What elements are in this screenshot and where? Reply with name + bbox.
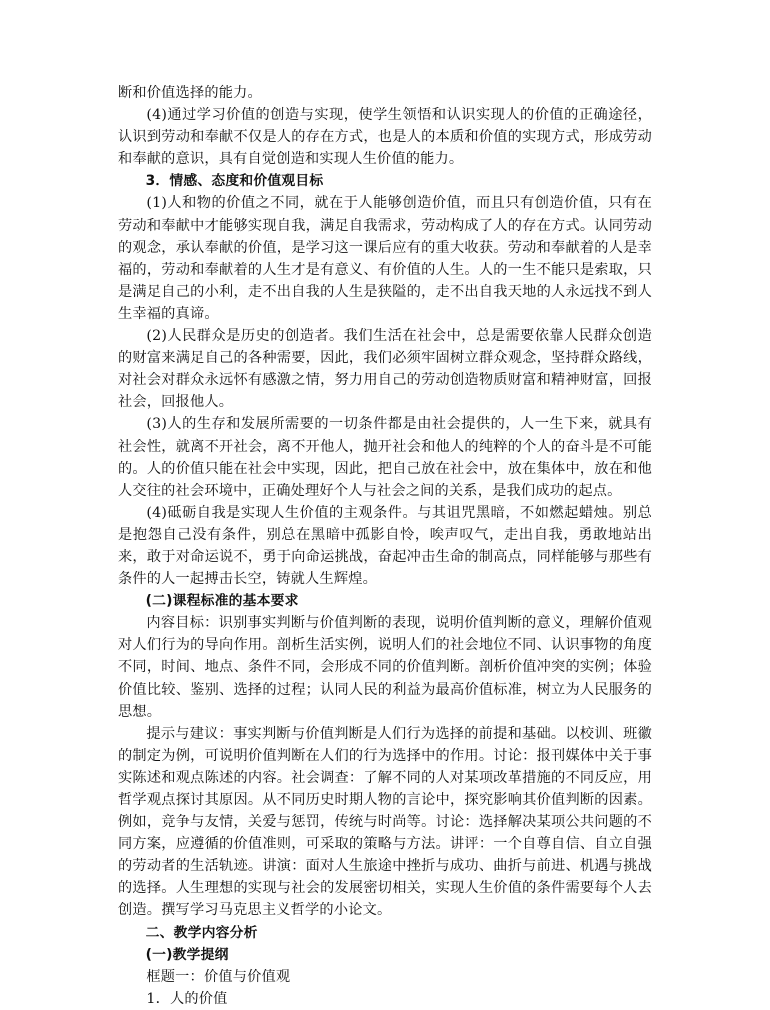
document-body: [118, 82, 652, 1010]
paragraph-frame-one: 框题一：价值与价值观: [146, 968, 291, 985]
paragraph-emotion-4: (4)砥砺自我是实现人生价值的主观条件。与其诅咒黑暗，不如燃起蜡烛。别总是抱怨自己没有条件，别总在黑暗中孤影自怜，唉声叹气，走出自我，勇敢地站出来，敢于对命运说不，勇于向命运挑战，奋起冲击生命的制高点，同样能够与那些有条件的人一起搏击长空，铸就人生辉煌。: [118, 504, 652, 588]
section-heading-teaching-outline: (一)教学提纲: [145, 946, 229, 963]
paragraph-tips-suggestions: 提示与建议：事实判断与价值判断是人们行为选择的前提和基础。以校训、班徽的制定为例，可说明价值判断在人们的行为选择中的作用。讨论：报刊媒体中关于事实陈述和观点陈述的内容。社会调查：了解不同的人对某项改革措施的不同反应，用哲学观点探讨其原因。从不同历史时期人物的言论中，探究影响其价值判断的因素。例如，竞争与友情，关爱与惩罚，传统与时尚等。讨论：选择解决某项公共问题的不同方案，应遵循的价值准则，可采取的策略与方法。讲评：一个自尊自信、自立自强的劳动者的生活轨迹。讲演：面对人生旅途中挫折与成功、曲折与前进、机遇与挑战的选择。人生理想的实现与社会的发展密切相关，实现人生价值的条件需要每个人去创造。撰写学习马克思主义哲学的小论文。: [118, 725, 652, 919]
paragraph-goal-4: (4)通过学习价值的创造与实现，使学生领悟和认识实现人的价值的正确途径，认识到劳动和奉献不仅是人的存在方式，也是人的本质和价值的实现方式，形成劳动和奉献的意识，具有自觉创造和实现人生价值的能力。: [118, 107, 652, 168]
paragraph-human-value: 1．人的价值: [146, 990, 228, 1007]
paragraph-continuation: 断和价值选择的能力。: [118, 85, 262, 101]
paragraph-emotion-2: (2)人民群众是历史的创造者。我们生活在社会中，总是需要依靠人民群众创造的财富来满足自己的各种需要，因此，我们必须牢固树立群众观念，坚持群众路线，对社会对群众永远怀有感激之情，努力用自己的劳动创造物质财富和精神财富，回报社会，回报他人。: [118, 328, 652, 411]
section-heading-content-analysis: 二、教学内容分析: [145, 924, 258, 941]
section-heading-emotion-goals: 3．情感、态度和价值观目标: [145, 173, 324, 190]
paragraph-emotion-1: (1)人和物的价值之不同，就在于人能够创造价值，而且只有创造价值，只有在劳动和奉献中才能够实现自我，满足自我需求，劳动构成了人的存在方式。认同劳动的观念，承认奉献的价值，是学习这一课后应有的重大收获。劳动和奉献着的人是幸福的，劳动和奉献着的人生才是有意义、有价值的人生。人的一生不能只是索取，只是满足自己的小利，走不出自我的人生是狭隘的，走不出自我天地的人永远找不到人生幸福的真谛。: [118, 195, 652, 322]
paragraph-content-goals: 内容目标：识别事实判断与价值判断的表现，说明价值判断的意义，理解价值观对人们行为的导向作用。剖析生活实例，说明人们的社会地位不同、认识事物的角度不同，时间、地点、条件不同，会形成不同的价值判断。剖析价值冲突的实例；体验价值比较、鉴别、选择的过程；认同人民的利益为最高价值标准，树立为人民服务的思想。: [118, 615, 652, 720]
section-heading-curriculum-standard: (二)课程标准的基本要求: [145, 593, 299, 610]
paragraph-emotion-3: (3)人的生存和发展所需要的一切条件都是由社会提供的，人一生下来，就具有社会性，就离不开社会，离不开他人，抛开社会和他人的纯粹的个人的奋斗是不可能的。人的价值只能在社会中实现，因此，把自己放在社会中，放在集体中，放在和他人交往的社会环境中，正确处理好个人与社会之间的关系，是我们成功的起点。: [118, 416, 652, 499]
